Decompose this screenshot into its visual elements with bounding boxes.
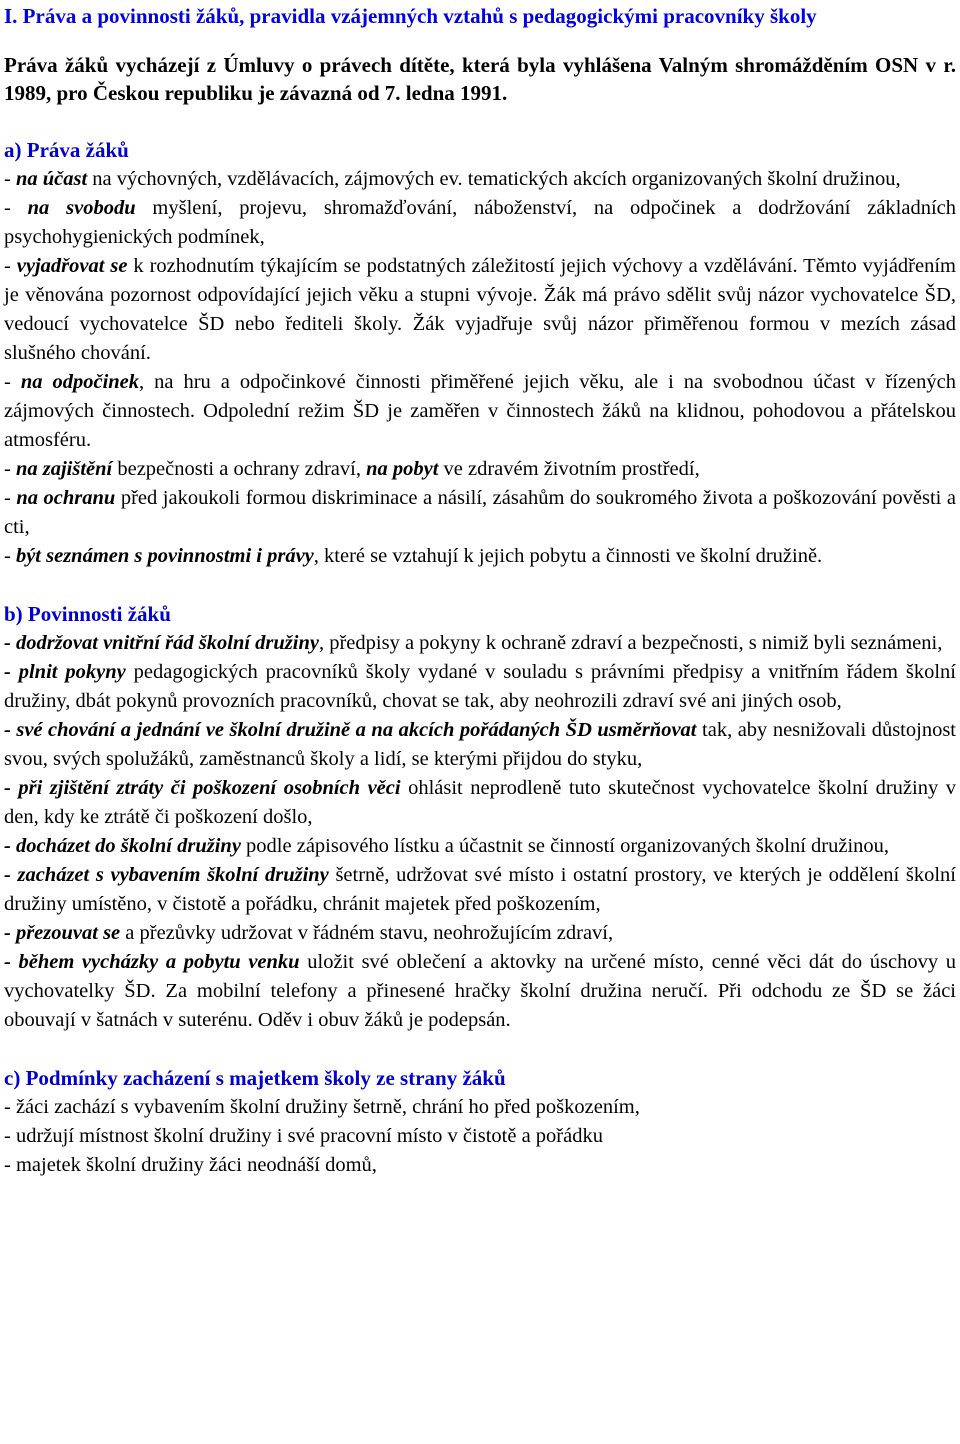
emphasis-text: na účast [15, 168, 88, 190]
paragraph-text: před jakoukoli formou diskriminace a násilí, zásahům do soukromého života a poškozování pověsti a cti, [4, 487, 956, 538]
spacer [4, 1035, 956, 1064]
emphasis-text: - během vycházky a pobytu venku [4, 951, 300, 973]
paragraph-text: - majetek školní družiny žáci neodnáší domů, [4, 1154, 377, 1176]
list-item [4, 165, 956, 194]
paragraph-text: - udržují místnost školní družiny i své pracovní místo v čistotě a pořádku [4, 1125, 603, 1147]
section-a-title: a) Práva žáků [4, 138, 129, 162]
list-item [4, 252, 956, 368]
paragraph-text: , na hru a odpočinkové činnosti přiměřené jejich věku, ale i na svobodnou účast v řízených zájmových činnostech. Odpolední režim ŠD je zaměřen v činnostech žáků na klidnou, pohodovou a přátelskou atmosféru. [4, 371, 956, 451]
spacer [4, 107, 956, 136]
paragraph-text: , které se vztahují k jejich pobytu a činnosti ve školní družině. [313, 545, 823, 567]
paragraph-text: podle zápisového lístku a účastnit se činností organizovaných školní družinou, [240, 835, 890, 857]
emphasis-text: - přezouvat se [4, 922, 121, 944]
list-item [4, 861, 956, 919]
list-item [4, 716, 956, 774]
list-item [4, 455, 956, 484]
section-b-title: b) Povinnosti žáků [4, 602, 171, 626]
paragraph-text: , předpisy a pokyny k ochraně zdraví a bezpečnosti, s nimiž byli seznámeni, [318, 632, 943, 654]
emphasis-text: na pobyt [366, 458, 439, 480]
document-heading: I. Práva a povinnosti žáků, pravidla vzájemných vztahů s pedagogickými pracovníky školy [4, 4, 817, 28]
intro-paragraph: Práva žáků vycházejí z Úmluvy o právech dítěte, která byla vyhlášena Valným shromážděním OSN v r. 1989, pro Českou republiku je závazná od 7. ledna 1991. [4, 53, 956, 105]
paragraph-text: - žáci zachází s vybavením školní družiny šetrně, chrání ho před poškozením, [4, 1096, 640, 1118]
spacer [4, 571, 956, 600]
list-item [4, 194, 956, 252]
emphasis-text: být seznámen s povinnostmi i právy [15, 545, 314, 567]
paragraph-text: - [4, 545, 16, 567]
paragraph-text: na výchovných, vzdělávacích, zájmových ev. tematických akcích organizovaných školní družinou, [87, 168, 901, 190]
list-item [4, 1151, 956, 1180]
list-item [4, 542, 956, 571]
emphasis-text: na svobodu [27, 197, 136, 219]
emphasis-text: vyjadřovat se [16, 255, 128, 277]
list-item [4, 919, 956, 948]
paragraph-text: myšlení, projevu, shromažďování, náboženství, na odpočinek a dodržování základních psychohygienických podmínek, [4, 197, 957, 248]
list-item [4, 368, 956, 455]
paragraph-text: šetrně, udržovat své místo i ostatní prostory, ve kterých je oddělení školní družiny umístěno, v čistotě a pořádku, chránit majetek před poškozením, [4, 864, 957, 915]
emphasis-text: - dodržovat vnitřní řád školní družiny [4, 632, 319, 654]
emphasis-text: - plnit pokyny [4, 661, 126, 683]
emphasis-text: - své chování a jednání ve školní družině a na akcích pořádaných ŠD usměrňovat [4, 719, 697, 741]
section-c-body [4, 1093, 956, 1180]
list-item [4, 832, 956, 861]
paragraph-text: a přezůvky udržovat v řádném stavu, neohrožujícím zdraví, [120, 922, 614, 944]
list-item [4, 1122, 956, 1151]
list-item [4, 484, 956, 542]
list-item [4, 774, 956, 832]
emphasis-text: - docházet do školní družiny [4, 835, 241, 857]
section-c-property [4, 1064, 956, 1180]
paragraph-text: uložit své oblečení a aktovky na určené místo, cenné věci dát do úschovy u vychovatelky ŠD. Za mobilní telefony a přinesené hračky školní družina neručí. Při odchodu ze ŠD se žáci obouvají v šatnách v suterénu. Oděv i obuv žáků je podepsán. [4, 951, 956, 1031]
emphasis-text: na odpočinek [20, 371, 140, 393]
list-item [4, 1093, 956, 1122]
paragraph-text: pedagogických pracovníků školy vydané v souladu s právními předpisy a vnitřním řádem školní družiny, dbát pokynů provozních pracovníků, chovat se tak, aby neohrozili zdraví své ani jiných osob, [4, 661, 956, 712]
paragraph-text: tak, aby nesnižovali důstojnost svou, svých spolužáků, zaměstnanců školy a lidí, se kterými přijdou do styku, [4, 719, 956, 770]
paragraph-text: ohlásit neprodleně tuto skutečnost vychovatelce školní družiny v den, kdy ke ztrátě či poškození došlo, [4, 777, 956, 828]
emphasis-text: na zajištění [15, 458, 113, 480]
paragraph-text: - [4, 458, 16, 480]
paragraph-text: bezpečnosti a ochrany zdraví, [112, 458, 367, 480]
list-item [4, 629, 956, 658]
paragraph-text: k rozhodnutím týkajícím se podstatných záležitostí jejich výchovy a vzdělávání. Těmto vyjádřením je věnována pozornost odpovídající jejich věku a stupni vývoje. Žák má právo sdělit svůj názor vychovatelce ŠD, vedoucí vychovatelce ŠD nebo řediteli školy. Žák vyjadřuje svůj názor přiměřenou formou v mezích zásad slušného chování. [4, 255, 956, 364]
paragraph-text: - [4, 255, 17, 277]
section-b-duties [4, 600, 956, 1035]
emphasis-text: - při zjištění ztráty či poškození osobních věci [4, 777, 401, 799]
section-a-body [4, 165, 956, 571]
emphasis-text: na ochranu [16, 487, 116, 509]
list-item [4, 658, 956, 716]
paragraph-text: ve zdravém životním prostředí, [438, 458, 700, 480]
paragraph-text: - [4, 371, 21, 393]
section-a-rights [4, 136, 956, 571]
list-item [4, 948, 956, 1035]
paragraph-text: - [4, 168, 16, 190]
section-c-title: c) Podmínky zacházení s majetkem školy ze strany žáků [4, 1066, 506, 1090]
section-b-body [4, 629, 956, 1035]
paragraph-text: - [4, 487, 17, 509]
emphasis-text: - zacházet s vybavením školní družiny [4, 864, 329, 886]
paragraph-text: - [4, 197, 28, 219]
